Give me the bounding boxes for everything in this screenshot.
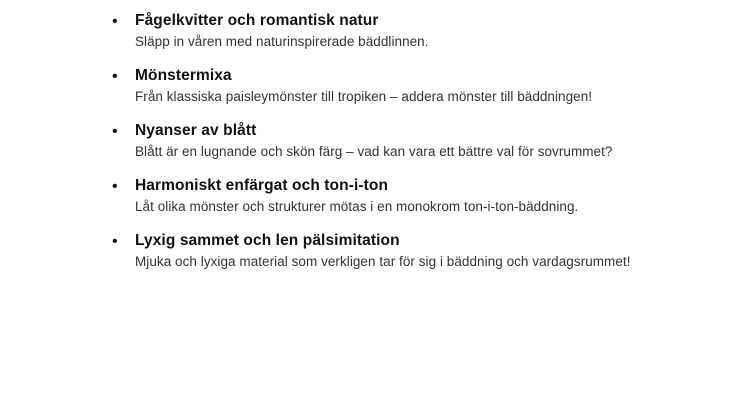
- item-description: Låt olika mönster och strukturer mötas i en monokrom ton-i-ton-bäddning.: [135, 199, 579, 214]
- item-title: Nyanser av blått: [135, 122, 257, 139]
- item-title: Harmoniskt enfärgat och ton-i-ton: [135, 177, 389, 194]
- item-title: Lyxig sammet och len pälsimitation: [135, 232, 400, 249]
- trend-list: [112, 11, 732, 286]
- bullet-icon: •: [112, 178, 118, 195]
- item-title: Mönstermixa: [135, 67, 232, 84]
- item-title: Fågelkvitter och romantisk natur: [135, 12, 379, 29]
- bullet-icon: •: [112, 13, 118, 30]
- list-item: [112, 66, 732, 108]
- list-item: [112, 121, 732, 163]
- bullet-icon: •: [112, 123, 118, 140]
- bullet-icon: •: [112, 68, 118, 85]
- item-description: Mjuka och lyxiga material som verkligen tar för sig i bäddning och vardagsrummet!: [135, 254, 631, 269]
- bullet-icon: •: [112, 233, 118, 250]
- item-description: Från klassiska paisleymönster till tropiken – addera mönster till bäddningen!: [135, 89, 593, 104]
- list-item: [112, 11, 732, 53]
- list-item: [112, 231, 732, 273]
- item-description: Släpp in våren med naturinspirerade bäddlinnen.: [135, 34, 429, 49]
- list-item: [112, 176, 732, 218]
- item-description: Blått är en lugnande och skön färg – vad kan vara ett bättre val för sovrummet?: [135, 144, 613, 159]
